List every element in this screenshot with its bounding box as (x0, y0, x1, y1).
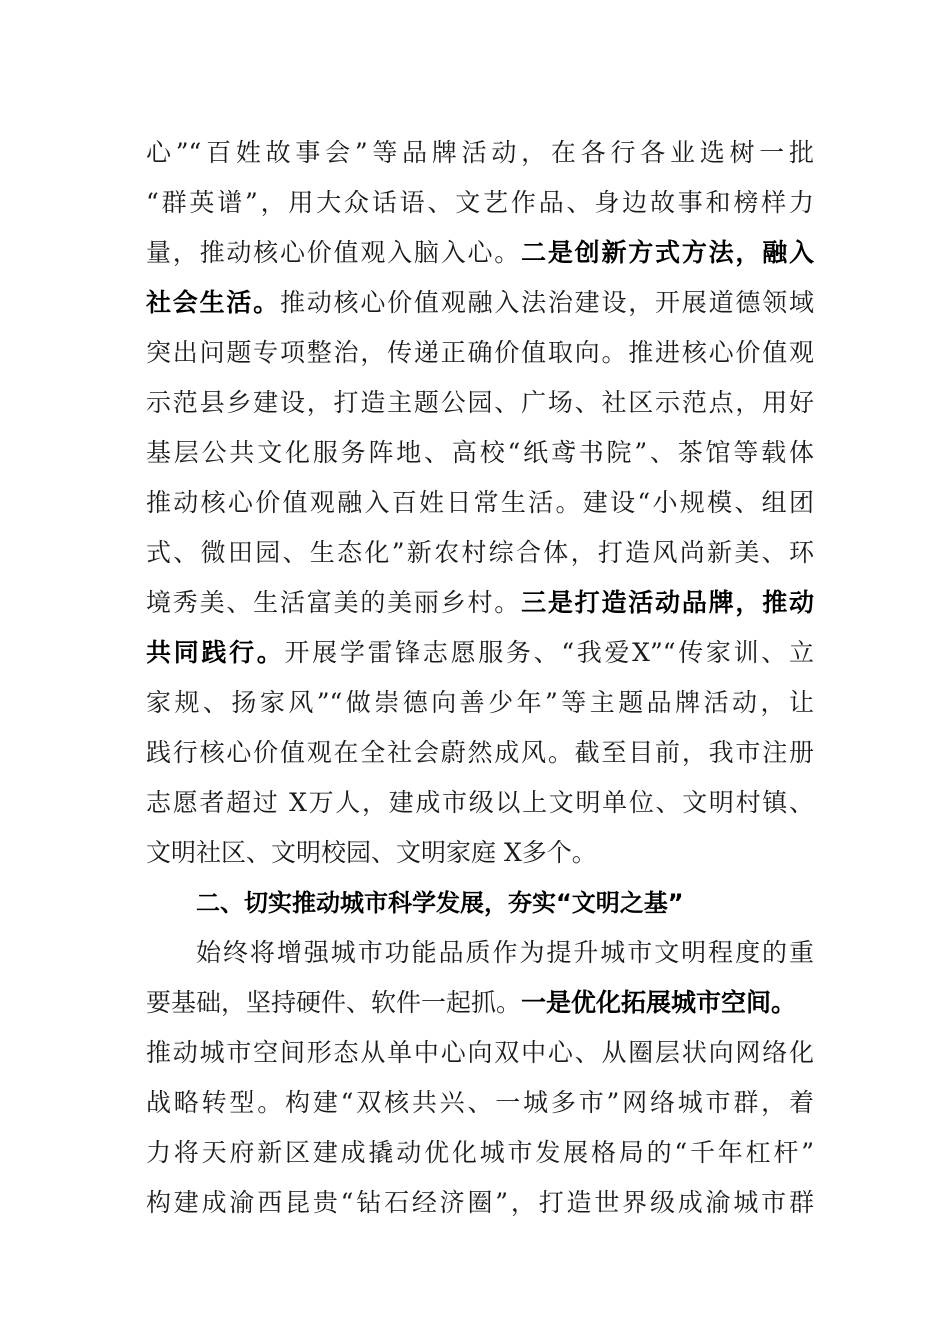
text-run: 推动核心价值观融入法治建设，开展道德领域 (279, 288, 814, 317)
text-run: 推动核心价值观融入百姓日常生活。建设“小规模、组团 (146, 488, 814, 517)
text-run: 力将天府新区建成撬动优化城市发展格局的“千年杠杆” (146, 1138, 814, 1167)
bold-lead-phrase: 三是打造活动品牌，推动 (521, 588, 814, 617)
text-line (146, 228, 814, 278)
text-run: 志愿者超过 X万人，建成市级以上文明单位、文明村镇、 (146, 788, 814, 817)
text-run: 家规、扬家风”“做崇德向善少年”等主题品牌活动，让 (146, 688, 814, 717)
text-run: 境秀美、生活富美的美丽乡村。 (146, 588, 522, 617)
text-run: 要基础，坚持硬件、软件一起抓。 (146, 988, 522, 1017)
text-run: 践行核心价值观在全社会蔚然成风。截至目前，我市注册 (146, 738, 814, 767)
text-line (146, 278, 814, 328)
bold-lead-phrase: 共同践行。 (146, 638, 285, 667)
text-run: “群英谱”，用大众话语、文艺作品、身边故事和榜样力 (146, 188, 814, 217)
text-run: 文明社区、文明校园、文明家庭 X多个。 (146, 838, 597, 867)
text-line (146, 478, 814, 528)
text-run: 示范县乡建设，打造主题公园、广场、社区示范点，用好 (146, 388, 814, 417)
text-line (146, 1178, 814, 1228)
text-run: 构建成渝西昆贵“钻石经济圈”，打造世界级成渝城市群 (146, 1188, 814, 1217)
document-body (146, 128, 814, 1228)
section-heading (146, 878, 814, 928)
text-line (146, 528, 814, 578)
text-line (146, 628, 814, 678)
text-line (146, 178, 814, 228)
text-run: 战略转型。构建“双核共兴、一城多市”网络城市群，着 (146, 1088, 814, 1117)
text-line (146, 978, 814, 1028)
text-run: 突出问题专项整治，传递正确价值取向。推进核心价值观 (146, 338, 814, 367)
text-run: 始终将增强城市功能品质作为提升城市文明程度的重 (196, 938, 814, 967)
text-line (146, 828, 814, 878)
text-line (146, 1028, 814, 1078)
text-run: 开展学雷锋志愿服务、“我爱X”“传家训、立 (284, 638, 814, 667)
text-line (146, 428, 814, 478)
text-line (146, 1128, 814, 1178)
text-line (146, 728, 814, 778)
text-run: 心”“百姓故事会”等品牌活动，在各行各业选树一批 (146, 138, 814, 167)
text-run: 量，推动核心价值观入脑入心。 (146, 238, 522, 267)
text-line (146, 678, 814, 728)
bold-lead-phrase: 社会生活。 (146, 288, 280, 317)
text-line (146, 1078, 814, 1128)
text-line (146, 128, 814, 178)
paragraph-first-line (146, 928, 814, 978)
text-line (146, 578, 814, 628)
text-line (146, 328, 814, 378)
text-line (146, 778, 814, 828)
text-run: 式、微田园、生态化”新农村综合体，打造风尚新美、环 (146, 538, 814, 567)
bold-lead-phrase: 二、切实推动城市科学发展，夯实“文明之基” (196, 889, 684, 917)
text-run: 基层公共文化服务阵地、高校“纸鸢书院”、茶馆等载体 (146, 438, 814, 467)
text-line (146, 378, 814, 428)
bold-lead-phrase: 一是优化拓展城市空间。 (521, 988, 797, 1017)
text-run: 推动城市空间形态从单中心向双中心、从圈层状向网络化 (146, 1038, 814, 1067)
bold-lead-phrase: 二是创新方式方法，融入 (521, 238, 814, 267)
